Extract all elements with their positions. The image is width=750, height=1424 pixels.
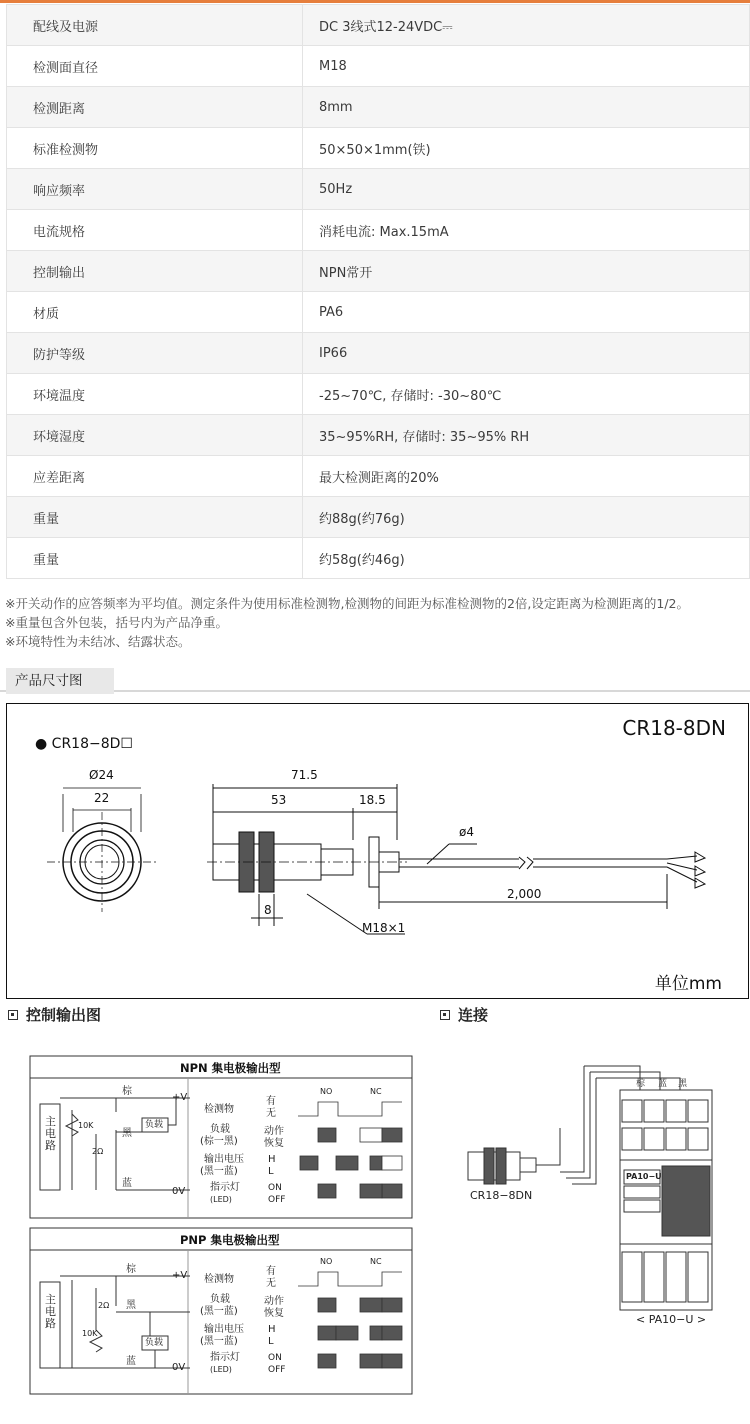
npn-nc: NC xyxy=(370,1087,382,1096)
spec-value: 50Hz xyxy=(303,169,750,210)
spec-value: PA6 xyxy=(303,292,750,333)
dim-d22: 22 xyxy=(94,791,110,805)
module-label: < PA10−U > xyxy=(636,1313,707,1326)
pnp-has: 有 xyxy=(266,1266,276,1277)
pnp-title: PNP 集电极输出型 xyxy=(180,1233,280,1247)
pnp-r10k: 10K xyxy=(82,1329,98,1338)
pnp-load: 负载 xyxy=(145,1338,164,1348)
spec-key: 电流规格 xyxy=(7,210,303,251)
pnp-reset: 恢复 xyxy=(264,1308,284,1319)
pnp-no: NO xyxy=(320,1257,333,1266)
pnp-nc: NC xyxy=(370,1257,382,1266)
spec-row xyxy=(7,374,750,415)
spec-value: DC 3线式12-24VDC⎓ xyxy=(303,5,750,46)
npn-r2: 2Ω xyxy=(92,1147,104,1156)
npn-plus-v: +V xyxy=(172,1092,188,1103)
sensor-label: CR18−8DN xyxy=(470,1189,533,1202)
unit-label: 单位mm xyxy=(654,974,722,994)
spec-key: 重量 xyxy=(7,538,303,579)
spec-table xyxy=(6,4,750,579)
notes xyxy=(5,594,750,651)
note-3: ※环境特性为未结冰、结露状态。 xyxy=(5,634,191,649)
npn-led-sub: (LED) xyxy=(210,1195,232,1204)
spec-row xyxy=(7,456,750,497)
pnp-off: OFF xyxy=(268,1365,286,1375)
npn-waveforms xyxy=(298,1102,402,1198)
spec-row xyxy=(7,333,750,374)
npn-main-circuit: 主电路 xyxy=(45,1115,56,1152)
connection-title: 连接 xyxy=(458,1006,489,1024)
spec-key: 响应频率 xyxy=(7,169,303,210)
spec-key: 标准检测物 xyxy=(7,128,303,169)
series-label: ● CR18−8D☐ xyxy=(35,736,133,752)
pnp-led: 指示灯 xyxy=(210,1352,240,1363)
spec-value: 35~95%RH, 存储时: 35~95% RH xyxy=(303,415,750,456)
pnp-zero-v: 0V xyxy=(172,1362,186,1373)
pnp-blue: 蓝 xyxy=(126,1356,136,1367)
spec-row xyxy=(7,87,750,128)
npn-zero-v: 0V xyxy=(172,1186,186,1197)
front-view xyxy=(47,788,159,912)
connection-drawing xyxy=(468,1066,712,1310)
section-tab-dimensions: 产品尺寸图 xyxy=(6,668,114,694)
spec-row xyxy=(7,538,750,579)
model-title: CR18-8DN xyxy=(622,716,726,740)
spec-value: 50×50×1mm(铁) xyxy=(303,128,750,169)
spec-row xyxy=(7,210,750,251)
pnp-vout-sub: (黑一蓝) xyxy=(200,1336,238,1347)
npn-vout: 输出电压 xyxy=(204,1154,244,1165)
npn-black: 黑 xyxy=(122,1128,132,1139)
npn-l: L xyxy=(268,1166,274,1177)
dimension-svg xyxy=(7,704,747,997)
spec-key: 配线及电源 xyxy=(7,5,303,46)
spec-key: 环境温度 xyxy=(7,374,303,415)
heading-square-icon xyxy=(440,1010,450,1020)
spec-row xyxy=(7,497,750,538)
dimension-drawing xyxy=(6,703,749,999)
pnp-vout: 输出电压 xyxy=(204,1324,244,1335)
dim-phi4: ø4 xyxy=(459,825,474,839)
spec-row xyxy=(7,251,750,292)
spec-value: M18 xyxy=(303,46,750,87)
spec-key: 控制输出 xyxy=(7,251,303,292)
spec-row xyxy=(7,169,750,210)
spec-key: 检测距离 xyxy=(7,87,303,128)
spec-value: 最大检测距离的20% xyxy=(303,456,750,497)
npn-load-label: 负载 xyxy=(210,1124,230,1135)
pnp-l: L xyxy=(268,1336,274,1347)
dim-71-5: 71.5 xyxy=(291,768,318,782)
pnp-black: 黑 xyxy=(126,1300,136,1311)
dim-18-5: 18.5 xyxy=(359,793,386,807)
heading-square-icon xyxy=(8,1010,18,1020)
pnp-load-label: 负载 xyxy=(210,1294,230,1305)
pnp-none: 无 xyxy=(266,1278,276,1289)
npn-on: ON xyxy=(268,1183,282,1193)
pnp-plus-v: +V xyxy=(172,1270,188,1281)
dim-d24: Ø24 xyxy=(89,768,114,782)
spec-key: 材质 xyxy=(7,292,303,333)
pnp-act: 动作 xyxy=(264,1296,284,1307)
npn-load: 负载 xyxy=(145,1120,164,1130)
spec-value: 约58g(约46g) xyxy=(303,538,750,579)
npn-off: OFF xyxy=(268,1195,286,1205)
npn-led: 指示灯 xyxy=(210,1182,240,1193)
spec-value: 约88g(约76g) xyxy=(303,497,750,538)
spec-value: -25~70℃, 存储时: -30~80℃ xyxy=(303,374,750,415)
spec-value: 8mm xyxy=(303,87,750,128)
dim-nut: 8 xyxy=(264,903,272,917)
connection-heading xyxy=(440,1004,488,1025)
pnp-main-circuit: 主电路 xyxy=(45,1293,56,1330)
npn-vout-sub: (黑一蓝) xyxy=(200,1166,238,1177)
npn-has: 有 xyxy=(266,1096,276,1107)
spec-value: NPN常开 xyxy=(303,251,750,292)
pnp-waveforms xyxy=(298,1272,402,1368)
pnp-h: H xyxy=(268,1324,276,1335)
note-2: ※重量包含外包装，括号内为产品净重。 xyxy=(5,615,228,630)
spec-key: 应差距离 xyxy=(7,456,303,497)
spec-row xyxy=(7,5,750,46)
pnp-led-sub: (LED) xyxy=(210,1365,232,1374)
control-output-heading xyxy=(8,1004,101,1025)
npn-reset: 恢复 xyxy=(264,1138,284,1149)
wire-brown: 棕 xyxy=(636,1079,646,1089)
spec-value: 消耗电流: Max.15mA xyxy=(303,210,750,251)
spec-key: 检测面直径 xyxy=(7,46,303,87)
wire-blue: 蓝 xyxy=(658,1079,668,1089)
pnp-brown: 棕 xyxy=(126,1264,136,1275)
dim-cable: 2,000 xyxy=(507,887,542,901)
npn-none: 无 xyxy=(266,1108,276,1119)
npn-r10k: 10K xyxy=(78,1121,94,1130)
npn-no: NO xyxy=(320,1087,333,1096)
spec-row xyxy=(7,46,750,87)
module-name: PA10−U xyxy=(626,1172,662,1181)
spec-key: 防护等级 xyxy=(7,333,303,374)
dim-thread: M18×1 xyxy=(362,921,406,935)
top-rule xyxy=(0,0,750,3)
wire-black: 黑 xyxy=(678,1079,688,1089)
npn-detect: 检测物 xyxy=(204,1104,234,1115)
npn-load-sub: (棕一黑) xyxy=(200,1136,238,1147)
spec-value: IP66 xyxy=(303,333,750,374)
spec-row xyxy=(7,128,750,169)
note-1: ※开关动作的应答频率为平均值。测定条件为使用标准检测物,检测物的间距为标准检测物的2倍,设定距离为检测距离的1/2。 xyxy=(5,596,689,611)
spec-row xyxy=(7,292,750,333)
spec-row xyxy=(7,415,750,456)
control-output-title: 控制输出图 xyxy=(26,1006,102,1024)
pnp-r2: 2Ω xyxy=(98,1301,110,1310)
npn-h: H xyxy=(268,1154,276,1165)
npn-blue: 蓝 xyxy=(122,1178,132,1189)
npn-act: 动作 xyxy=(264,1126,284,1137)
npn-brown: 棕 xyxy=(122,1086,132,1097)
spec-key: 重量 xyxy=(7,497,303,538)
npn-title: NPN 集电极输出型 xyxy=(180,1061,281,1075)
pnp-load-sub: (黑一蓝) xyxy=(200,1306,238,1317)
wiring-svg xyxy=(0,1000,750,1424)
dim-53: 53 xyxy=(271,793,287,807)
pnp-on: ON xyxy=(268,1353,282,1363)
spec-key: 环境湿度 xyxy=(7,415,303,456)
wiring-section xyxy=(0,1000,750,1424)
pnp-detect: 检测物 xyxy=(204,1274,234,1285)
